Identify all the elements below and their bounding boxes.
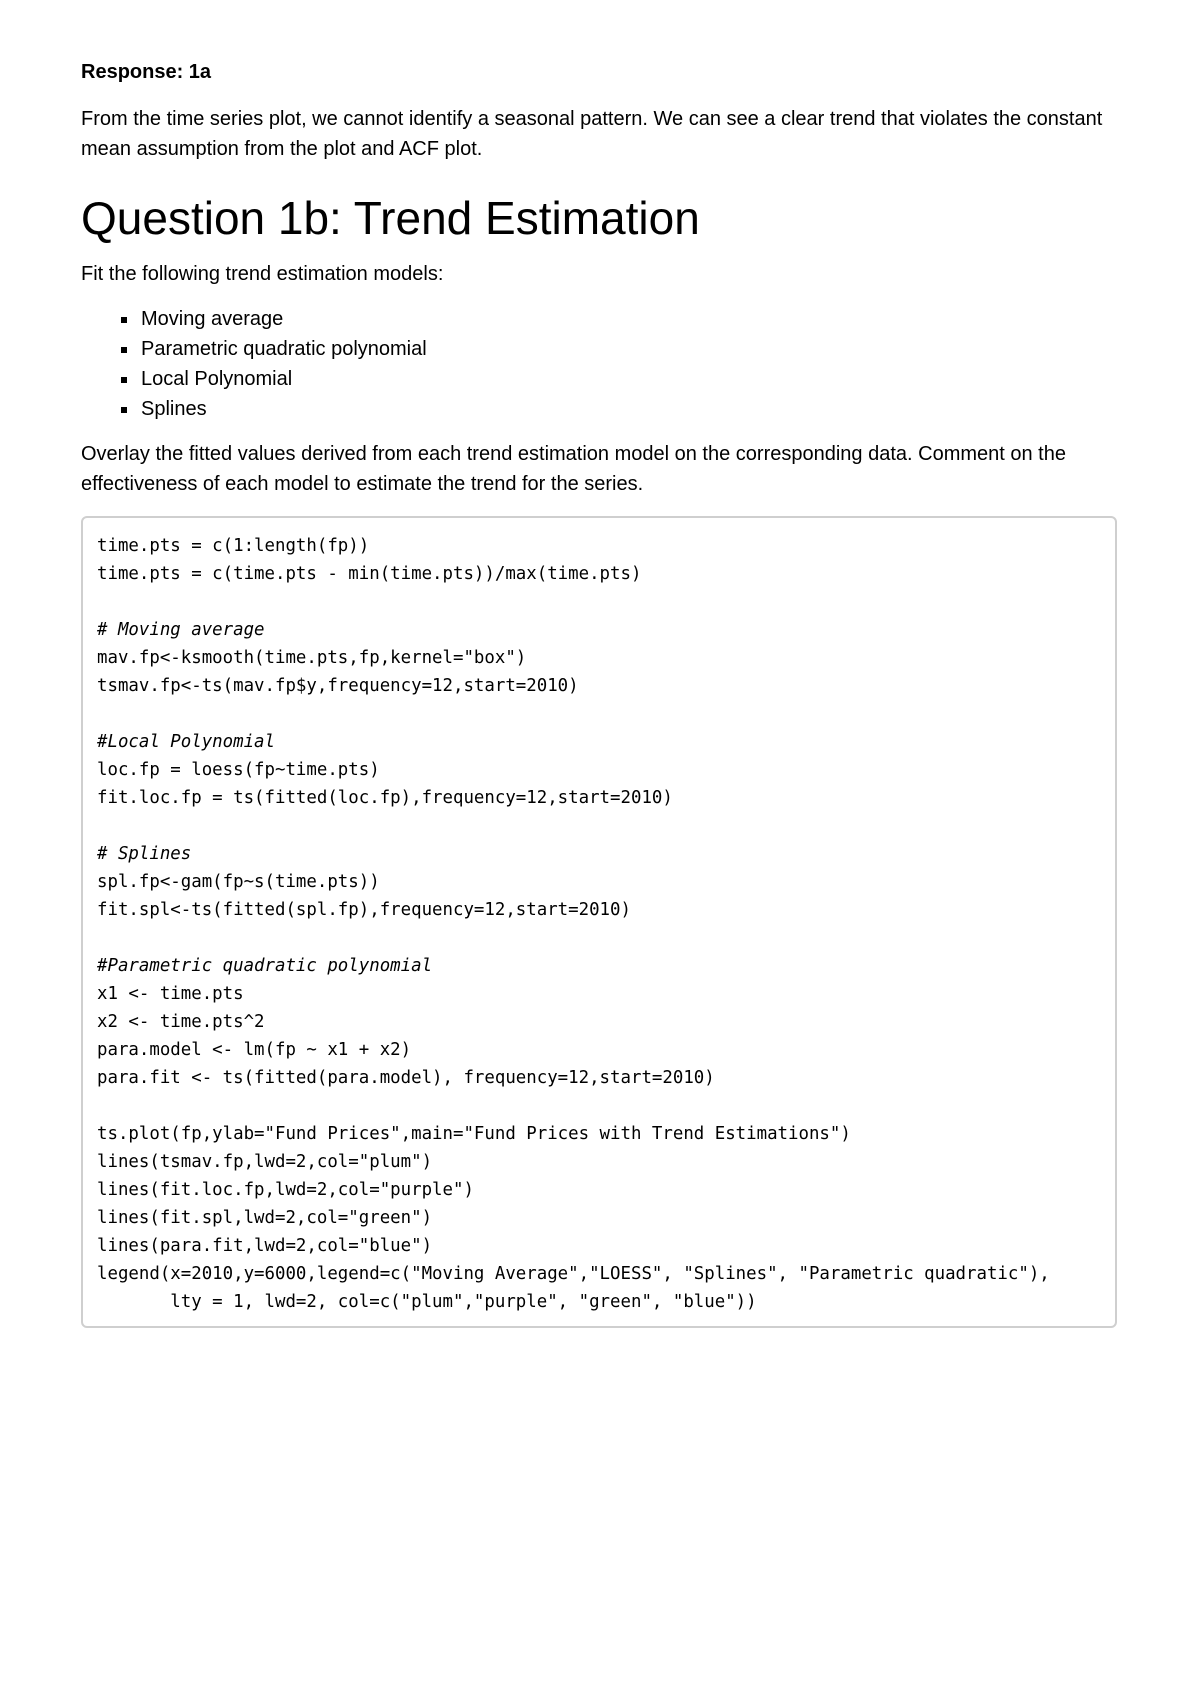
code-line: time.pts = c(time.pts - min(time.pts))/max(time.pts) <box>97 564 642 584</box>
model-label: Moving average <box>141 308 284 330</box>
code-comment-line: #Parametric quadratic polynomial <box>97 956 433 976</box>
code-line: x2 <- time.pts^2 <box>97 1012 265 1032</box>
code-line: lty = 1, lwd=2, col=c("plum","purple", "green", "blue")) <box>97 1292 757 1312</box>
code-line: spl.fp<-gam(fp~s(time.pts)) <box>97 872 380 892</box>
code-line: legend(x=2010,y=6000,legend=c("Moving Average","LOESS", "Splines", "Parametric quadratic"), <box>97 1264 1050 1284</box>
code-line: para.fit <- ts(fitted(para.model), frequency=12,start=2010) <box>97 1068 715 1088</box>
instruction-text: Overlay the fitted values derived from each trend estimation model on the corresponding data. Comment on the effectiveness of each model to estimate the trend for the series. <box>81 443 1066 495</box>
code-line: tsmav.fp<-ts(mav.fp$y,frequency=12,start=2010) <box>97 676 579 696</box>
bullet-icon <box>121 407 127 413</box>
code-line: para.model <- lm(fp ~ x1 + x2) <box>97 1040 412 1060</box>
code-block <box>81 516 1117 1328</box>
code-line: time.pts = c(1:length(fp)) <box>97 536 370 556</box>
code-line: fit.spl<-ts(fitted(spl.fp),frequency=12,start=2010) <box>97 900 631 920</box>
intro-text: Fit the following trend estimation models: <box>81 263 444 285</box>
code-line: x1 <- time.pts <box>97 984 244 1004</box>
response-heading: Response: 1a <box>81 61 212 83</box>
list-item <box>81 394 427 424</box>
code-line: lines(fit.loc.fp,lwd=2,col="purple") <box>97 1180 474 1200</box>
bullet-icon <box>121 317 127 323</box>
code-line: loc.fp = loess(fp~time.pts) <box>97 760 380 780</box>
bullet-icon <box>121 347 127 353</box>
code-line <box>97 924 1050 952</box>
code-line: ts.plot(fp,ylab="Fund Prices",main="Fund Prices with Trend Estimations") <box>97 1124 851 1144</box>
code-line <box>97 1092 1050 1120</box>
code-line: lines(tsmav.fp,lwd=2,col="plum") <box>97 1152 433 1172</box>
model-label: Splines <box>141 398 207 420</box>
code-comment-line: # Splines <box>97 844 192 864</box>
code-line: lines(para.fit,lwd=2,col="blue") <box>97 1236 433 1256</box>
list-item <box>81 304 427 334</box>
response-text: From the time series plot, we cannot identify a seasonal pattern. We can see a clear trend that violates the constant mean assumption from the plot and ACF plot. <box>81 108 1103 160</box>
list-item <box>81 334 427 364</box>
code-line: lines(fit.spl,lwd=2,col="green") <box>97 1208 433 1228</box>
code-comment-line: #Local Polynomial <box>97 732 275 752</box>
code-line <box>97 700 1050 728</box>
model-label: Parametric quadratic polynomial <box>141 338 427 360</box>
models-list <box>81 304 427 424</box>
code-line: mav.fp<-ksmooth(time.pts,fp,kernel="box") <box>97 648 527 668</box>
code-lines <box>97 532 1050 1316</box>
model-label: Local Polynomial <box>141 368 293 390</box>
code-comment-line: # Moving average <box>97 620 265 640</box>
bullet-icon <box>121 377 127 383</box>
code-line: fit.loc.fp = ts(fitted(loc.fp),frequency=12,start=2010) <box>97 788 673 808</box>
code-line <box>97 588 1050 616</box>
code-line <box>97 812 1050 840</box>
list-item <box>81 364 427 394</box>
question-title: Question 1b: Trend Estimation <box>81 192 700 244</box>
